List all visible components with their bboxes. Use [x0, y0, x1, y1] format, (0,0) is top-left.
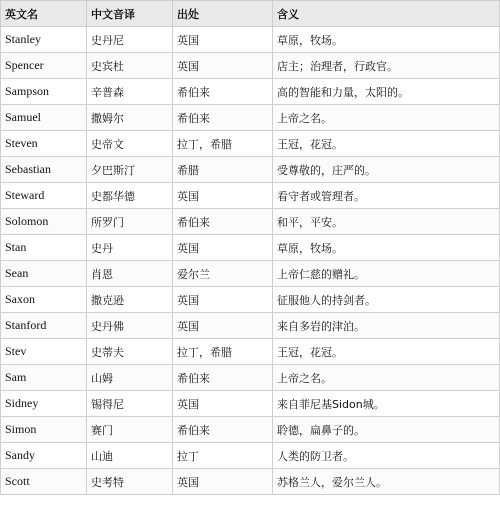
origin-cell: 英国 [173, 53, 273, 79]
english-name-cell: Sebastian [1, 157, 87, 183]
origin-cell: 希腊 [173, 157, 273, 183]
header-chinese-transliteration: 中文音译 [87, 1, 173, 27]
english-name-cell: Steward [1, 183, 87, 209]
meaning-cell: 看守者或管理者。 [273, 183, 500, 209]
table-row [1, 131, 500, 157]
origin-cell: 希伯来 [173, 365, 273, 391]
english-name-cell: Sampson [1, 79, 87, 105]
meaning-cell: 征服他人的持剑者。 [273, 287, 500, 313]
chinese-name-cell: 山迪 [87, 443, 173, 469]
origin-cell: 英国 [173, 235, 273, 261]
table-row [1, 365, 500, 391]
origin-cell: 希伯来 [173, 417, 273, 443]
english-name-cell: Stanford [1, 313, 87, 339]
chinese-name-cell: 夕巴斯汀 [87, 157, 173, 183]
header-row [1, 1, 500, 27]
english-name-cell: Solomon [1, 209, 87, 235]
origin-cell: 拉丁，希腊 [173, 339, 273, 365]
english-name-cell: Sean [1, 261, 87, 287]
origin-cell: 英国 [173, 287, 273, 313]
origin-cell: 拉丁 [173, 443, 273, 469]
chinese-name-cell: 所罗门 [87, 209, 173, 235]
chinese-name-cell: 山姆 [87, 365, 173, 391]
meaning-cell: 草原，牧场。 [273, 27, 500, 53]
chinese-name-cell: 撒克逊 [87, 287, 173, 313]
origin-cell: 爱尔兰 [173, 261, 273, 287]
origin-cell: 希伯来 [173, 209, 273, 235]
chinese-name-cell: 史宾杜 [87, 53, 173, 79]
table-row [1, 183, 500, 209]
english-name-cell: Stev [1, 339, 87, 365]
english-name-cell: Spencer [1, 53, 87, 79]
meaning-cell: 和平，平安。 [273, 209, 500, 235]
table-row [1, 287, 500, 313]
table-row [1, 53, 500, 79]
chinese-name-cell: 肖恩 [87, 261, 173, 287]
english-name-cell: Stan [1, 235, 87, 261]
meaning-cell: 来自多岩的津泊。 [273, 313, 500, 339]
origin-cell: 英国 [173, 469, 273, 495]
origin-cell: 英国 [173, 313, 273, 339]
table-row [1, 79, 500, 105]
chinese-name-cell: 史考特 [87, 469, 173, 495]
table-row [1, 105, 500, 131]
meaning-cell: 来自菲尼基Sidon城。 [273, 391, 500, 417]
table-row [1, 27, 500, 53]
english-name-cell: Steven [1, 131, 87, 157]
meaning-cell: 受尊敬的，庄严的。 [273, 157, 500, 183]
table-row [1, 157, 500, 183]
meaning-cell: 草原，牧场。 [273, 235, 500, 261]
table-row [1, 339, 500, 365]
chinese-name-cell: 史蒂夫 [87, 339, 173, 365]
chinese-name-cell: 史丹 [87, 235, 173, 261]
table-row [1, 235, 500, 261]
chinese-name-cell: 锡得尼 [87, 391, 173, 417]
english-name-cell: Stanley [1, 27, 87, 53]
table-row [1, 391, 500, 417]
meaning-cell: 王冠，花冠。 [273, 339, 500, 365]
chinese-name-cell: 撒姆尔 [87, 105, 173, 131]
table-row [1, 469, 500, 495]
meaning-cell: 上帝之名。 [273, 365, 500, 391]
chinese-name-cell: 赛门 [87, 417, 173, 443]
table-row [1, 443, 500, 469]
table-row [1, 261, 500, 287]
english-name-cell: Sandy [1, 443, 87, 469]
english-name-cell: Simon [1, 417, 87, 443]
chinese-name-cell: 史丹佛 [87, 313, 173, 339]
meaning-cell: 苏格兰人，爱尔兰人。 [273, 469, 500, 495]
table-row [1, 313, 500, 339]
english-name-cell: Saxon [1, 287, 87, 313]
origin-cell: 英国 [173, 183, 273, 209]
english-name-cell: Samuel [1, 105, 87, 131]
origin-cell: 希伯来 [173, 79, 273, 105]
chinese-name-cell: 辛普森 [87, 79, 173, 105]
origin-cell: 希伯来 [173, 105, 273, 131]
english-name-cell: Sidney [1, 391, 87, 417]
english-name-cell: Scott [1, 469, 87, 495]
chinese-name-cell: 史帝文 [87, 131, 173, 157]
origin-cell: 英国 [173, 391, 273, 417]
table-row [1, 209, 500, 235]
meaning-cell: 高的智能和力量，太阳的。 [273, 79, 500, 105]
header-meaning: 含义 [273, 1, 500, 27]
meaning-cell: 上帝之名。 [273, 105, 500, 131]
meaning-cell: 店主；治理者，行政官。 [273, 53, 500, 79]
meaning-cell: 王冠，花冠。 [273, 131, 500, 157]
origin-cell: 拉丁，希腊 [173, 131, 273, 157]
chinese-name-cell: 史丹尼 [87, 27, 173, 53]
meaning-cell: 上帝仁慈的赠礼。 [273, 261, 500, 287]
header-origin: 出处 [173, 1, 273, 27]
english-name-cell: Sam [1, 365, 87, 391]
header-english-name: 英文名 [1, 1, 87, 27]
origin-cell: 英国 [173, 27, 273, 53]
table-row [1, 417, 500, 443]
chinese-name-cell: 史都华德 [87, 183, 173, 209]
table-body [1, 27, 500, 495]
meaning-cell: 聆德，扁鼻子的。 [273, 417, 500, 443]
meaning-cell: 人类的防卫者。 [273, 443, 500, 469]
